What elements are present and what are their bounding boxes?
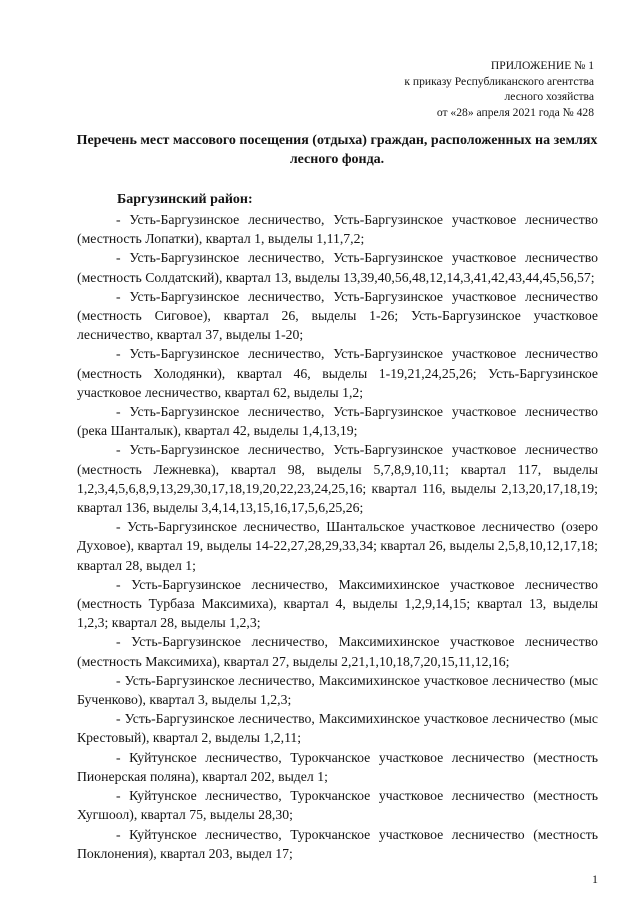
page-number: 1 — [592, 872, 598, 886]
appendix-header — [314, 58, 594, 120]
document-title: Перечень мест массового посещения (отдыха) граждан, расположенных на землях лесного фонда. — [76, 133, 598, 167]
entries-list — [77, 210, 598, 863]
list-item: - Усть-Баргузинское лесничество, Усть-Баргузинское участковое лесничество (местность Холодянки), квартал 46, выделы 1-19,21,24,25,26; Усть-Баргузинское участковое лесничество, квартал 62, выделы 1,2; — [77, 346, 598, 400]
list-item: - Усть-Баргузинское лесничество, Усть-Баргузинское участковое лесничество (местность Солдатский), квартал 13, выделы 13,39,40,56,48,12,14,3,41,42,43,44,45,56,57; — [77, 250, 598, 285]
list-item: - Усть-Баргузинское лесничество, Максимихинское участковое лесничество (мыс Крестовый), квартал 2, выделы 1,2,11; — [77, 711, 598, 746]
appendix-date-line: от «28» апреля 2021 года № 428 — [436, 105, 594, 119]
list-item: - Усть-Баргузинское лесничество, Усть-Баргузинское участковое лесничество (местность Лопатки), квартал 1, выделы 1,11,7,2; — [77, 212, 598, 247]
list-item: - Усть-Баргузинское лесничество, Усть-Баргузинское участковое лесничество (местность Сиговое), квартал 26, выделы 1-26; Усть-Баргузинское участковое лесничество, квартал 37, выделы 1-20; — [77, 288, 598, 343]
appendix-agency-line: лесного хозяйства — [504, 90, 594, 104]
list-item: - Куйтунское лесничество, Турокчанское участковое лесничество (местность Хугшоол), квартал 75, выделы 28,30; — [77, 788, 598, 823]
list-item: - Усть-Баргузинское лесничество, Усть-Баргузинское участковое лесничество (река Шанталык), квартал 42, выделы 1,4,13,19; — [77, 404, 598, 439]
appendix-title: ПРИЛОЖЕНИЕ № 1 — [490, 59, 594, 72]
district-heading: Баргузинский район: — [117, 192, 253, 207]
list-item: - Усть-Баргузинское лесничество, Шантальское участковое лесничество (озеро Духовое), квартал 19, выделы 14-22,27,28,29,33,34; квартал 26, выделы 2,5,8,10,12,17,18; квартал 28, выдел 1; — [77, 519, 598, 573]
list-item: - Усть-Баргузинское лесничество, Максимихинское участковое лесничество (местность Максимиха), квартал 27, выделы 2,21,1,10,18,7,20,15,11,12,16; — [77, 634, 598, 669]
list-item: - Усть-Баргузинское лесничество, Усть-Баргузинское участковое лесничество (местность Лежневка), квартал 98, выделы 5,7,8,9,10,11; квартал 117, выделы 1,2,3,4,5,6,8,9,13,29,30,17,18,19,20,22,23,24,25,16; квартал 116, выделы 2,13,20,17,18,19; квартал 136, выделы 3,4,14,13,15,16,17,5,6,25,26; — [77, 442, 598, 516]
list-item: - Куйтунское лесничество, Турокчанское участковое лесничество (местность Пионерская поляна), квартал 202, выдел 1; — [77, 749, 598, 784]
list-item: - Усть-Баргузинское лесничество, Максимихинское участковое лесничество (местность Турбаза Максимиха), квартал 4, выделы 1,2,9,14,15; квартал 13, выделы 1,2,3; квартал 28, выделы 1,2,3; — [77, 576, 598, 631]
appendix-order-line: к приказу Республиканского агентства — [404, 74, 594, 88]
list-item: - Усть-Баргузинское лесничество, Максимихинское участковое лесничество (мыс Бученково), квартал 3, выделы 1,2,3; — [77, 672, 598, 708]
list-item: - Куйтунское лесничество, Турокчанское участковое лесничество (местность Поклонения), квартал 203, выдел 17; — [77, 826, 598, 861]
